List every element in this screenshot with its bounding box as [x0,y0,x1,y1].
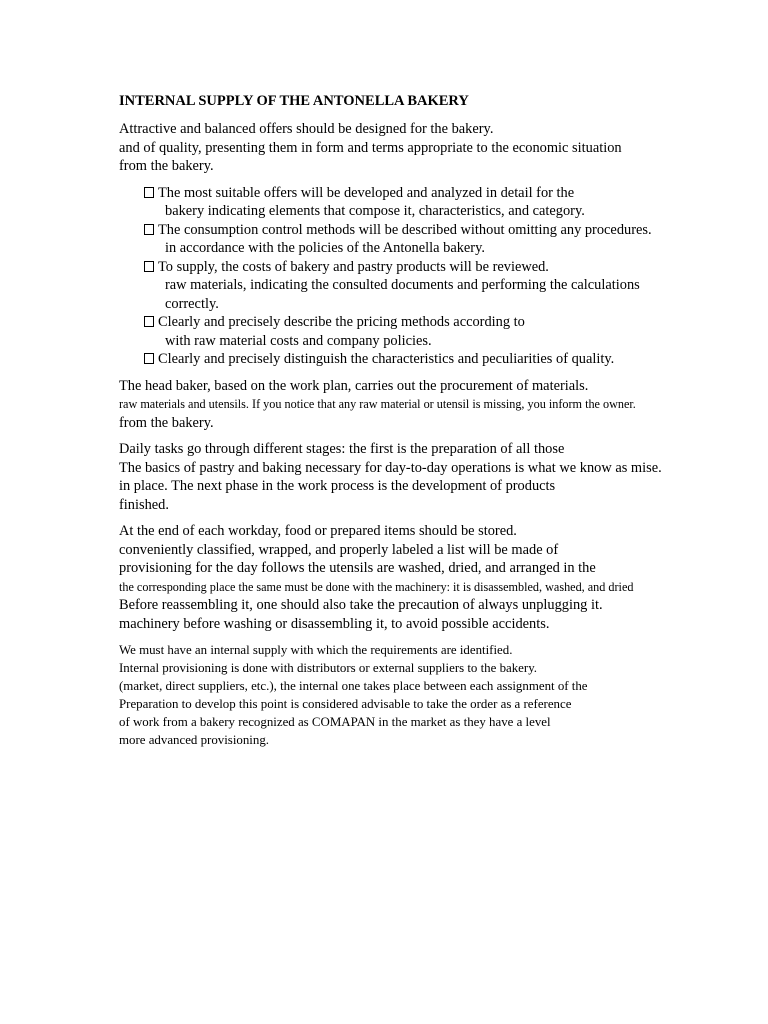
text-line: in place. The next phase in the work process is the development of products [119,478,556,494]
bullet-line [144,313,719,332]
text-line: from the bakery. [119,414,214,431]
text-line: We must have an internal supply with which the requirements are identified. [119,643,513,657]
box-glyph-icon [144,261,154,272]
box-glyph-icon [144,316,154,327]
bullet-line [144,184,719,203]
internal-supply-paragraph [119,641,719,750]
bullet-continuation: with raw material costs and company policies. [165,332,432,349]
text-line: The basics of pastry and baking necessary for day-to-day operations is what we know as mise. [119,459,662,476]
text-line: from the bakery. [119,158,214,174]
bullet-item [144,221,719,258]
bullet-item [144,313,719,350]
text-line: At the end of each workday, food or prepared items should be stored. [119,523,517,539]
bullet-list [119,184,719,369]
text-line: Before reassembling it, one should also take the precaution of always unplugging it. [119,597,603,613]
bullet-continuation: correctly. [165,295,219,312]
bullet-item [144,258,719,314]
text-line: machinery before washing or disassembling it, to avoid possible accidents. [119,615,550,632]
text-line: of work from a bakery recognized as COMAPAN in the market as they have a level [119,715,551,730]
bullet-text: To supply, the costs of bakery and pastry products will be reviewed. [158,258,549,275]
bullet-line [144,221,719,240]
bullet-continuation: in accordance with the policies of the Antonella bakery. [165,240,485,256]
bullet-text: Clearly and precisely distinguish the characteristics and peculiarities of quality. [158,351,615,367]
document-title: INTERNAL SUPPLY OF THE ANTONELLA BAKERY [119,93,469,109]
head-baker-paragraph [119,377,719,433]
text-line: the corresponding place the same must be done with the machinery: it is disassembled, washed, and dried [119,579,634,594]
text-line: Preparation to develop this point is considered advisable to take the order as a reference [119,697,572,712]
text-line: Attractive and balanced offers should be designed for the bakery. [119,121,494,137]
bullet-item [144,350,719,369]
bullet-continuation: bakery indicating elements that compose it, characteristics, and category. [165,203,585,219]
bullet-text: Clearly and precisely describe the pricing methods according to [158,314,525,330]
box-glyph-icon [144,187,154,198]
document-body [119,92,719,758]
bullet-line [144,258,719,277]
bullet-item [144,184,719,221]
text-line: raw materials and utensils. If you notice that any raw material or utensil is missing, you inform the owner. [119,397,636,411]
text-line: Daily tasks go through different stages: the first is the preparation of all those [119,441,565,457]
bullet-text: The most suitable offers will be developed and analyzed in detail for the [158,184,575,201]
bullet-line [144,350,719,369]
text-line: conveniently classified, wrapped, and properly labeled a list will be made of [119,541,559,558]
bullet-text: The consumption control methods will be described without omitting any procedures. [158,221,652,238]
box-glyph-icon [144,353,154,364]
text-line: more advanced provisioning. [119,733,269,748]
daily-tasks-paragraph [119,440,719,514]
text-line: and of quality, presenting them in form and terms appropriate to the economic situation [119,139,622,156]
text-line: finished. [119,496,169,513]
text-line: The head baker, based on the work plan, carries out the procurement of materials. [119,377,589,394]
end-of-day-paragraph [119,522,719,633]
text-line: provisioning for the day follows the utensils are washed, dried, and arranged in the [119,560,596,576]
intro-paragraph [119,120,719,176]
text-line: (market, direct suppliers, etc.), the internal one takes place between each assignment of the [119,679,588,694]
box-glyph-icon [144,224,154,235]
bullet-continuation: raw materials, indicating the consulted documents and performing the calculations [165,277,640,293]
text-line: Internal provisioning is done with distributors or external suppliers to the bakery. [119,661,538,676]
